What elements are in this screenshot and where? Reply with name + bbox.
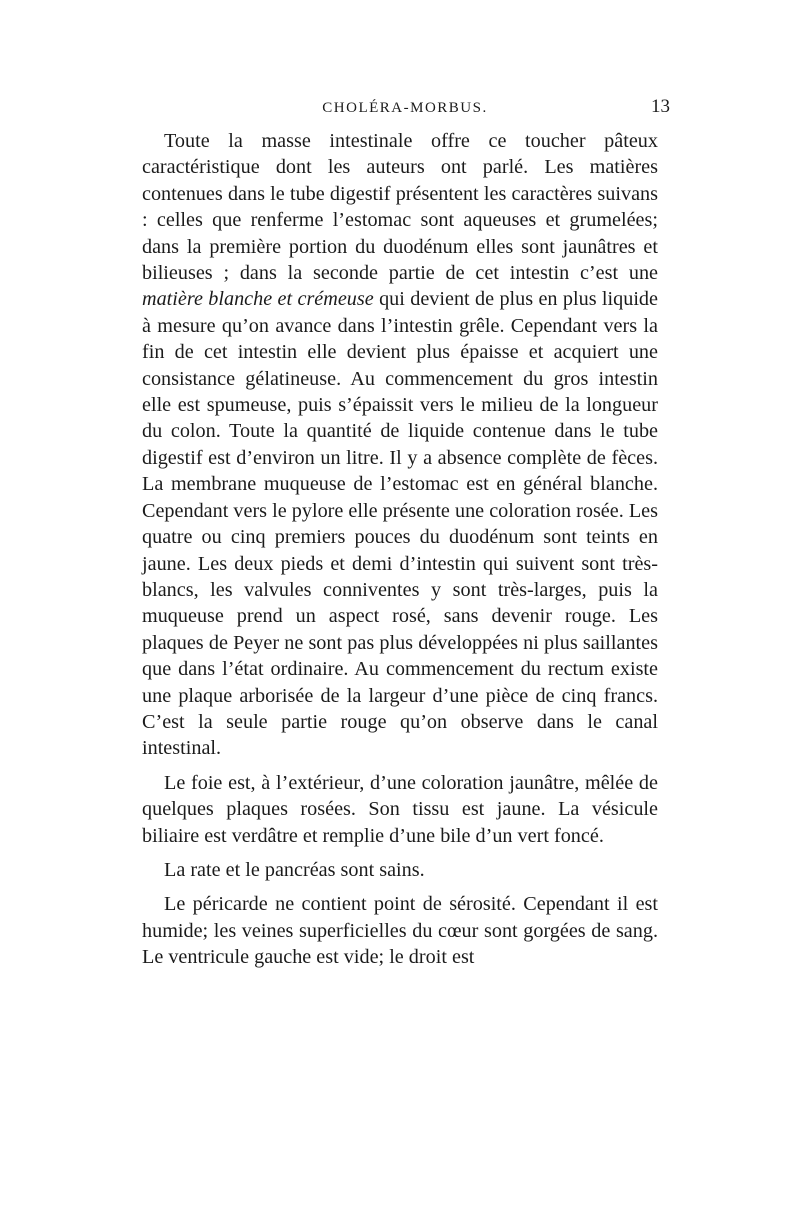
body-text [142, 128, 658, 971]
paragraph-liver: Le foie est, à l’extérieur, d’une coloration jaunâtre, mêlée de quelques plaques rosées. Son tissu est jaune. La vésicule biliaire est verdâtre et remplie d’une bile d’un vert foncé. [142, 771, 658, 847]
paragraph-spleen: La rate et le pancréas sont sains. [164, 858, 425, 881]
italic-phrase: matière blanche et crémeuse [142, 288, 374, 311]
page-number: 13 [651, 96, 670, 117]
paragraph-pericardium: Le péricarde ne contient point de sérosité. Cependant il est humide; les veines superficielles du cœur sont gorgées de sang. Le ventricule gauche est vide; le droit est [142, 893, 658, 969]
paragraph-intestine [142, 128, 658, 762]
paragraph-intestine-start: Toute la masse intestinale offre ce toucher pâteux caractéristique dont les auteurs ont parlé. Les matières contenues dans le tube digestif présentent les caractères suivans : celles que renferme l’estomac sont aqueuses et grumelées; dans la première portion du duodénum elles sont jaunâtres et bilieuses ; dans la seconde partie de cet intestin c’est une [142, 130, 658, 285]
running-title: CHOLÉRA-MORBUS. [322, 100, 488, 116]
paragraph-intestine-end: qui devient de plus en plus liquide à mesure qu’on avance dans l’intestin grêle. Cependant vers la fin de cet intestin elle devient plus épaisse et acquiert une consistance gélatineuse. Au commencement du gros intestin elle est spumeuse, puis s’épaissit vers le milieu de la longueur du colon. Toute la quantité de liquide contenue dans le tube digestif est d’environ un litre. Il y a absence complète de fèces. La membrane muqueuse de l’estomac est en général blanche. Cependant vers le pylore elle présente une coloration rosée. Les quatre ou cinq premiers pouces du duodénum sont teints en jaune. Les deux pieds et demi d’intestin qui suivent sont très-blancs, les valvules conniventes y sont très-larges, puis la muqueuse prend un aspect rosé, sans devenir rouge. Les plaques de Peyer ne sont pas plus développées ni plus saillantes que dans l’état ordinaire. Au commencement du rectum existe une plaque arborisée de la largeur d’une pièce de cinq francs. C’est la seule partie rouge qu’on observe dans le canal intestinal. [142, 288, 658, 760]
running-head [140, 96, 670, 122]
